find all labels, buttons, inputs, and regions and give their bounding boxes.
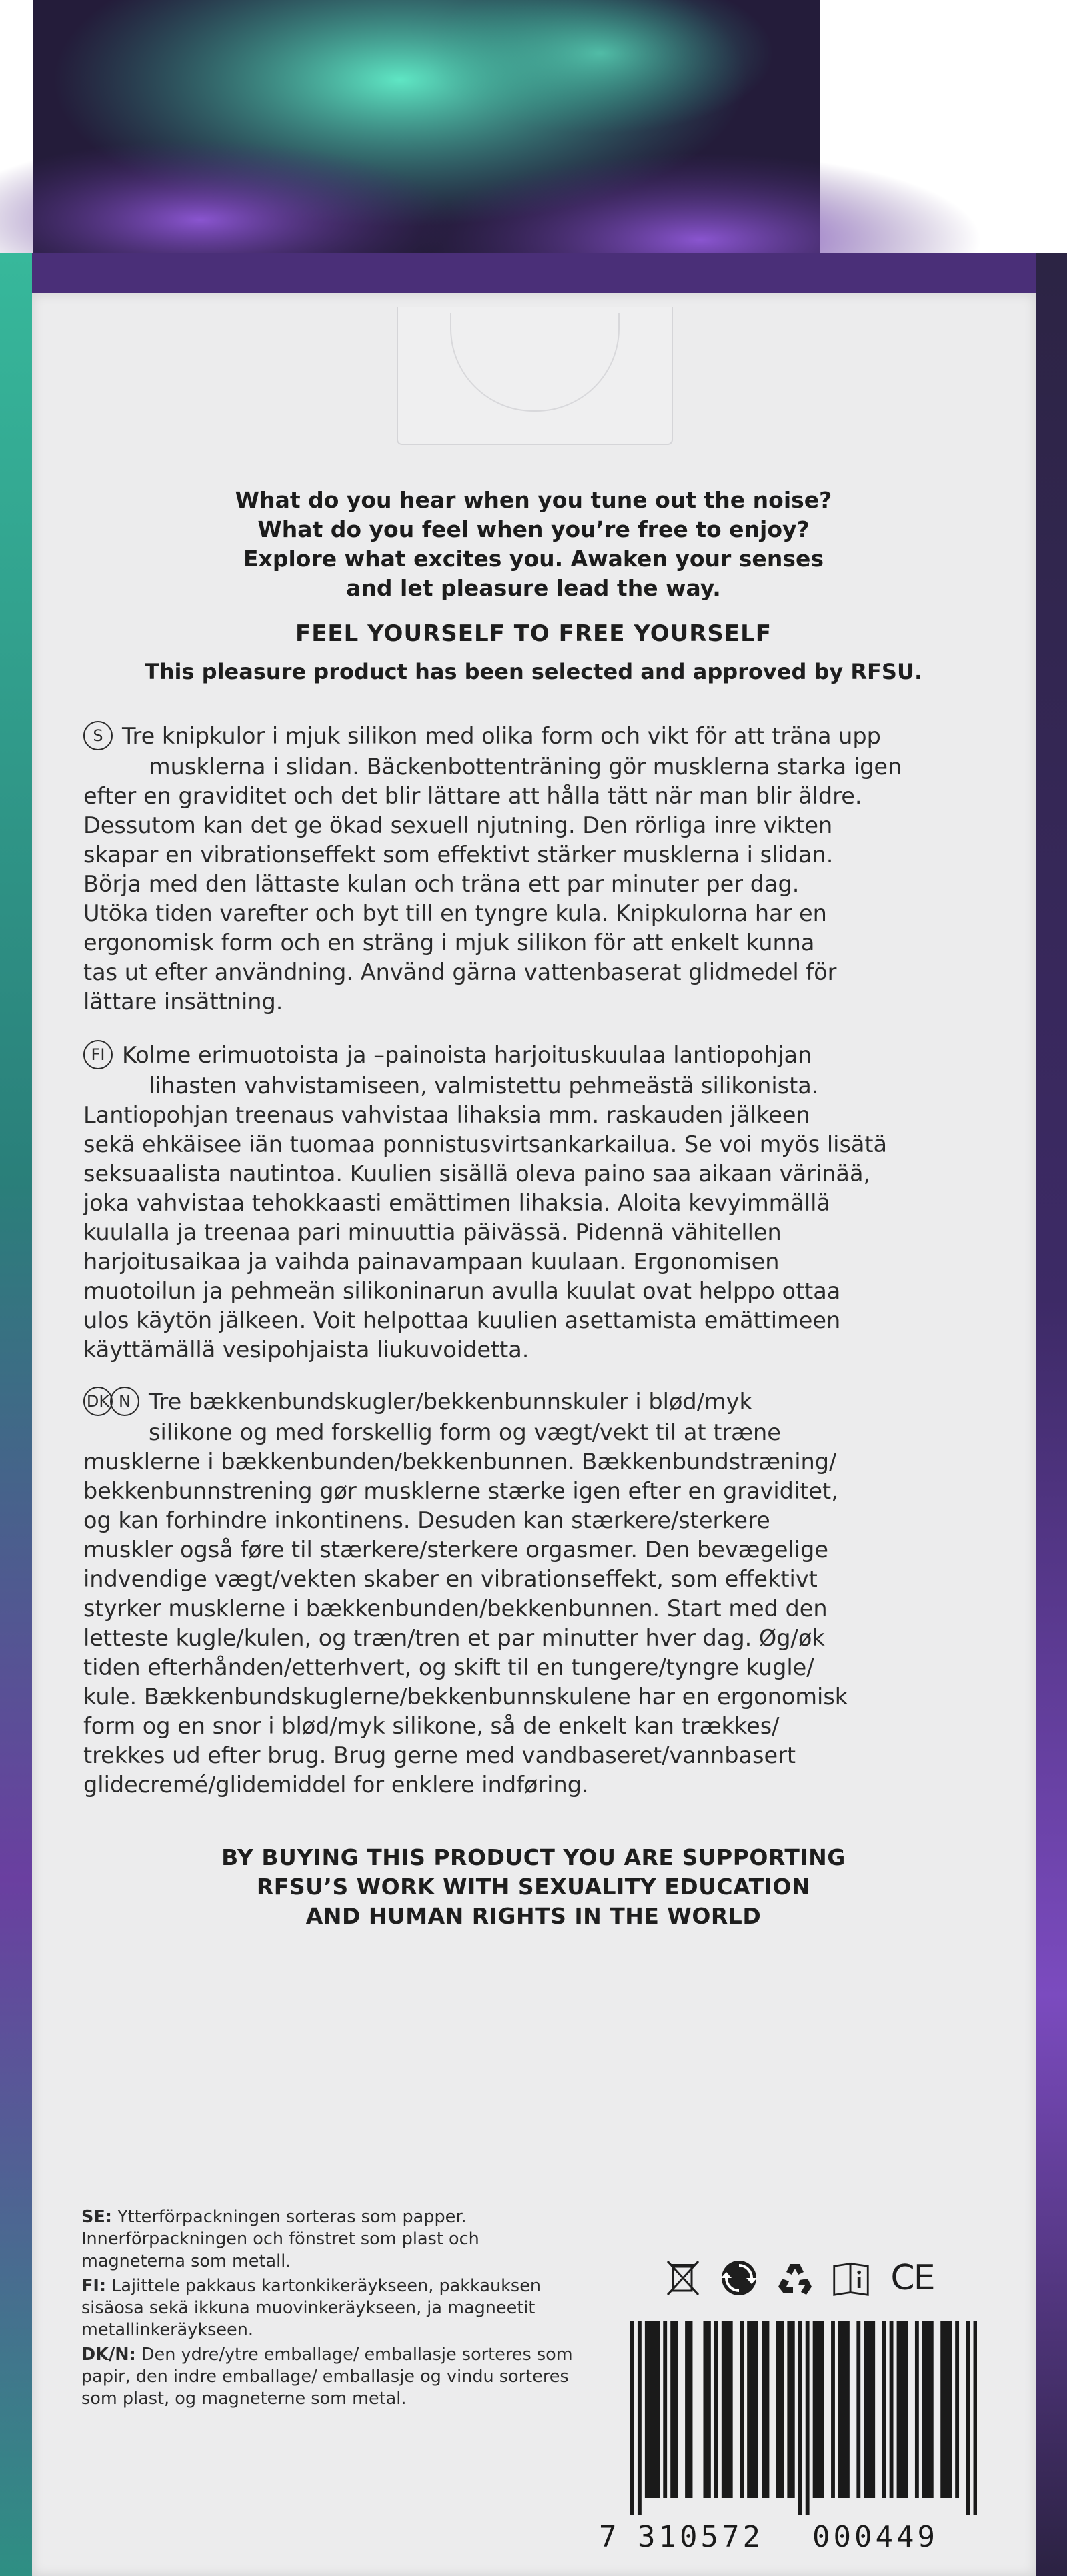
intro-line: What do you hear when you tune out the noise? bbox=[235, 487, 832, 513]
section-line: glidecremé/glidemiddel for enklere indføring. bbox=[83, 1771, 589, 1798]
barcode-bar bbox=[648, 2321, 652, 2498]
barcode-bar bbox=[940, 2321, 944, 2498]
section-line: musklerna i slidan. Bäckenbottenträning gör musklerna starka igen bbox=[149, 753, 902, 780]
barcode-bar bbox=[670, 2321, 674, 2498]
recycling-text: Den ydre/ytre emballage/ emballasje sorteres som papir, den indre emballage/ emballasje og vindu sorteres som plast, og magneterne som metal. bbox=[81, 2345, 573, 2409]
barcode-bar bbox=[882, 2321, 886, 2498]
support-line: RFSU’S WORK WITH SEXUALITY EDUCATION bbox=[256, 1874, 811, 1900]
barcode-bar bbox=[871, 2321, 875, 2498]
barcode-bar bbox=[974, 2321, 977, 2515]
section-line: muotoilun ja pehmeän silikoninarun avulla kuulat ovat helppo ottaa bbox=[83, 1277, 841, 1304]
section-line: indvendige vægt/vekten skaber en vibrationseffekt, som effektivt bbox=[83, 1565, 818, 1592]
recycling-text: Ytterförpackningen sorteras som papper. Innerförpackningen och fönstret som plast och magneterna som metall. bbox=[81, 2207, 479, 2271]
barcode-bar bbox=[645, 2321, 649, 2498]
barcode-bar bbox=[638, 2321, 642, 2515]
section-line: joka vahvistaa tehokkaasti emättimen lihaksia. Aloita kevyimmällä bbox=[83, 1189, 830, 1216]
language-badge-se: S bbox=[83, 721, 113, 750]
barcode-bar bbox=[689, 2321, 693, 2498]
barcode-first-digit: 7 bbox=[599, 2520, 620, 2554]
section-line: lihasten vahvistamiseen, valmistettu pehmeästä silikonista. bbox=[149, 1072, 819, 1099]
barcode-bar bbox=[842, 2321, 846, 2498]
section-line: musklerne i bækkenbunden/bekkenbunnen. Bækkenbundstræning/ bbox=[83, 1448, 837, 1475]
support-line: BY BUYING THIS PRODUCT YOU ARE SUPPORTING bbox=[221, 1844, 846, 1870]
section-first-line: Tre bækkenbundskugler/bekkenbunnskuler i blød/myk bbox=[149, 1389, 752, 1415]
section-line: harjoitusaikaa ja vaihda painavampaan kuulaan. Ergonomisen bbox=[83, 1248, 780, 1275]
section-line: Börja med den lättaste kulan och träna ett par minuter per dag. bbox=[83, 870, 800, 897]
barcode-bar bbox=[948, 2321, 952, 2498]
section-line: lättare insättning. bbox=[83, 988, 283, 1015]
barcode-bar bbox=[930, 2321, 934, 2498]
barcode-bar bbox=[754, 2321, 758, 2498]
barcode-bar bbox=[904, 2321, 908, 2498]
section-line: styrker musklerne i bækkenbunden/bekkenbunnen. Start med den bbox=[83, 1595, 828, 1622]
tagline: FEEL YOURSELF TO FREE YOURSELF bbox=[295, 620, 772, 647]
recycling-text: Lajittele pakkaus kartonkikeräykseen, pakkauksen sisäosa sekä ikkuna muovinkeräykseen, ja magneetit metallinkeräykseen. bbox=[81, 2276, 542, 2340]
barcode-bar bbox=[955, 2321, 959, 2498]
section-line: og kan forhindre inkontinens. Desuden kan stærkere/sterkere bbox=[83, 1507, 770, 1533]
section-line: kule. Bækkenbundskuglerne/bekkenbunnskulene har en ergonomisk bbox=[83, 1683, 848, 1710]
barcode-bar bbox=[820, 2321, 824, 2498]
section-line: ulos käytön jälkeen. Voit helpottaa kuulien asettamista emättimeen bbox=[83, 1307, 841, 1333]
barcode-bar bbox=[838, 2321, 842, 2498]
section-line: skapar en vibrationseffekt som effektivt stärker musklerna i slidan. bbox=[83, 841, 834, 868]
barcode-bar bbox=[816, 2321, 820, 2498]
section-line: Utöka tiden varefter och byt till en tyngre kula. Knipkulorna har en bbox=[83, 900, 827, 926]
barcode-bar bbox=[813, 2321, 817, 2498]
barcode-bar bbox=[776, 2321, 780, 2498]
barcode-bar bbox=[656, 2321, 660, 2498]
section-first-line: Kolme erimuotoista ja –painoista harjoituskuulaa lantiopohjan bbox=[122, 1042, 812, 1068]
support-line: AND HUMAN RIGHTS IN THE WORLD bbox=[305, 1903, 762, 1929]
barcode-bar bbox=[922, 2321, 926, 2498]
section-line: form og en snor i blød/myk silikone, så de enkelt kan trækkes/ bbox=[83, 1712, 780, 1739]
section-line: muskler også føre til stærkere/sterkere orgasmer. Den bevægelige bbox=[83, 1536, 828, 1563]
barcode-bar bbox=[926, 2321, 930, 2498]
section-first-line: Tre knipkulor i mjuk silikon med olika form och vikt för att träna upp bbox=[122, 723, 881, 749]
section-line: seksuaalista nautintoa. Kuulien sisällä oleva paino saa aikaan värinää, bbox=[83, 1160, 871, 1187]
green-dot-icon bbox=[720, 2259, 758, 2297]
barcode-bar bbox=[703, 2321, 707, 2498]
recycling-instructions bbox=[81, 2206, 575, 2413]
section-danish-norwegian bbox=[83, 1387, 970, 1800]
section-line: tiden efterhånden/etterhvert, og skift til en tungere/tyngre kugle/ bbox=[83, 1654, 814, 1680]
barcode-bar bbox=[890, 2321, 894, 2498]
barcode-bar bbox=[674, 2321, 678, 2498]
barcode-bar bbox=[831, 2321, 835, 2498]
barcode-bar bbox=[787, 2321, 791, 2498]
compliance-symbols bbox=[664, 2258, 977, 2298]
barcode-bar bbox=[966, 2321, 970, 2515]
recycling-label: DK/N: bbox=[81, 2345, 136, 2365]
barcode-bar bbox=[630, 2321, 634, 2515]
weee-bin-icon bbox=[664, 2259, 702, 2297]
intro-line: and let pleasure lead the way. bbox=[346, 575, 721, 601]
intro-line: What do you feel when you’re free to enjoy? bbox=[257, 516, 810, 542]
recycling-fi bbox=[81, 2275, 575, 2341]
recycling-se bbox=[81, 2206, 575, 2273]
barcode-bar bbox=[707, 2321, 711, 2498]
intro-text bbox=[100, 486, 967, 603]
section-line: ergonomisk form och en sträng i mjuk silikon för att enkelt kunna bbox=[83, 929, 815, 956]
section-line: kuulalla ja treenaa pari minuuttia päivässä. Pidennä vähitellen bbox=[83, 1219, 782, 1245]
section-line: käyttämällä vesipohjaista liukuvoidetta. bbox=[83, 1336, 529, 1363]
barcode-bar bbox=[652, 2321, 656, 2498]
barcode-bar bbox=[747, 2321, 751, 2498]
section-line: silikone og med forskellig form og vægt/vekt til at træne bbox=[149, 1419, 781, 1445]
section-line: bekkenbunnstrening gør musklerne stærke igen efter en graviditet, bbox=[83, 1477, 838, 1504]
barcode-right-group: 000449 bbox=[812, 2520, 938, 2554]
barcode-bar bbox=[864, 2321, 868, 2498]
barcode-bar bbox=[846, 2321, 850, 2498]
barcode-bar bbox=[685, 2321, 689, 2498]
support-statement bbox=[100, 1843, 967, 1931]
barcode-bar bbox=[798, 2321, 802, 2515]
barcode-bar bbox=[897, 2321, 901, 2498]
barcode-bar bbox=[663, 2321, 667, 2498]
section-line: Lantiopohjan treenaus vahvistaa lihaksia mm. raskauden jälkeen bbox=[83, 1101, 810, 1128]
barcode-left-group: 310572 bbox=[638, 2520, 764, 2554]
language-badge-dk: DK bbox=[83, 1387, 113, 1416]
barcode-bar bbox=[856, 2321, 860, 2498]
intro-line: Explore what excites you. Awaken your senses bbox=[243, 546, 824, 572]
recycling-label: FI: bbox=[81, 2276, 107, 2296]
section-line: sekä ehkäisee iän tuomaa ponnistusvirtsankarkailua. Se voi myös lisätä bbox=[83, 1131, 888, 1157]
barcode-bar bbox=[725, 2321, 729, 2498]
barcode-bar bbox=[766, 2321, 770, 2498]
section-line: letteste kugle/kulen, og træn/tren et par minutter hver dag. Øg/øk bbox=[83, 1624, 825, 1651]
barcode bbox=[630, 2321, 977, 2515]
barcode-bar bbox=[751, 2321, 755, 2498]
ce-mark-icon bbox=[888, 2259, 937, 2297]
ce-mark-text: CE bbox=[890, 2258, 934, 2298]
recycle-icon bbox=[776, 2259, 814, 2297]
barcode-bar bbox=[900, 2321, 904, 2498]
barcode-bar bbox=[714, 2321, 718, 2498]
approval-statement: This pleasure product has been selected and approved by RFSU. bbox=[144, 659, 923, 684]
section-line: tas ut efter användning. Använd gärna vattenbaserat glidmedel för bbox=[83, 958, 837, 985]
barcode-bar bbox=[762, 2321, 766, 2498]
section-finnish bbox=[83, 1041, 970, 1365]
manual-info-icon bbox=[832, 2259, 870, 2297]
section-swedish bbox=[83, 722, 970, 1017]
barcode-bar bbox=[806, 2321, 810, 2515]
recycling-dk-n bbox=[81, 2344, 575, 2410]
language-badge-fi: FI bbox=[83, 1040, 113, 1069]
barcode-bar bbox=[915, 2321, 919, 2498]
barcode-bar bbox=[868, 2321, 872, 2498]
barcode-bar bbox=[729, 2321, 733, 2498]
barcode-bar bbox=[740, 2321, 744, 2498]
language-badge-n: N bbox=[110, 1387, 139, 1416]
barcode-bar bbox=[791, 2321, 795, 2498]
barcode-bar bbox=[944, 2321, 948, 2498]
barcode-bar bbox=[780, 2321, 784, 2498]
recycling-label: SE: bbox=[81, 2207, 112, 2227]
section-line: Dessutom kan det ge ökad sexuell njutning. Den rörliga inre vikten bbox=[83, 812, 833, 838]
barcode-bar bbox=[722, 2321, 726, 2498]
section-line: efter en graviditet och det blir lättare att hålla tätt när man blir äldre. bbox=[83, 782, 862, 809]
section-line: trekkes ud efter brug. Brug gerne med vandbaseret/vannbasert bbox=[83, 1742, 796, 1768]
